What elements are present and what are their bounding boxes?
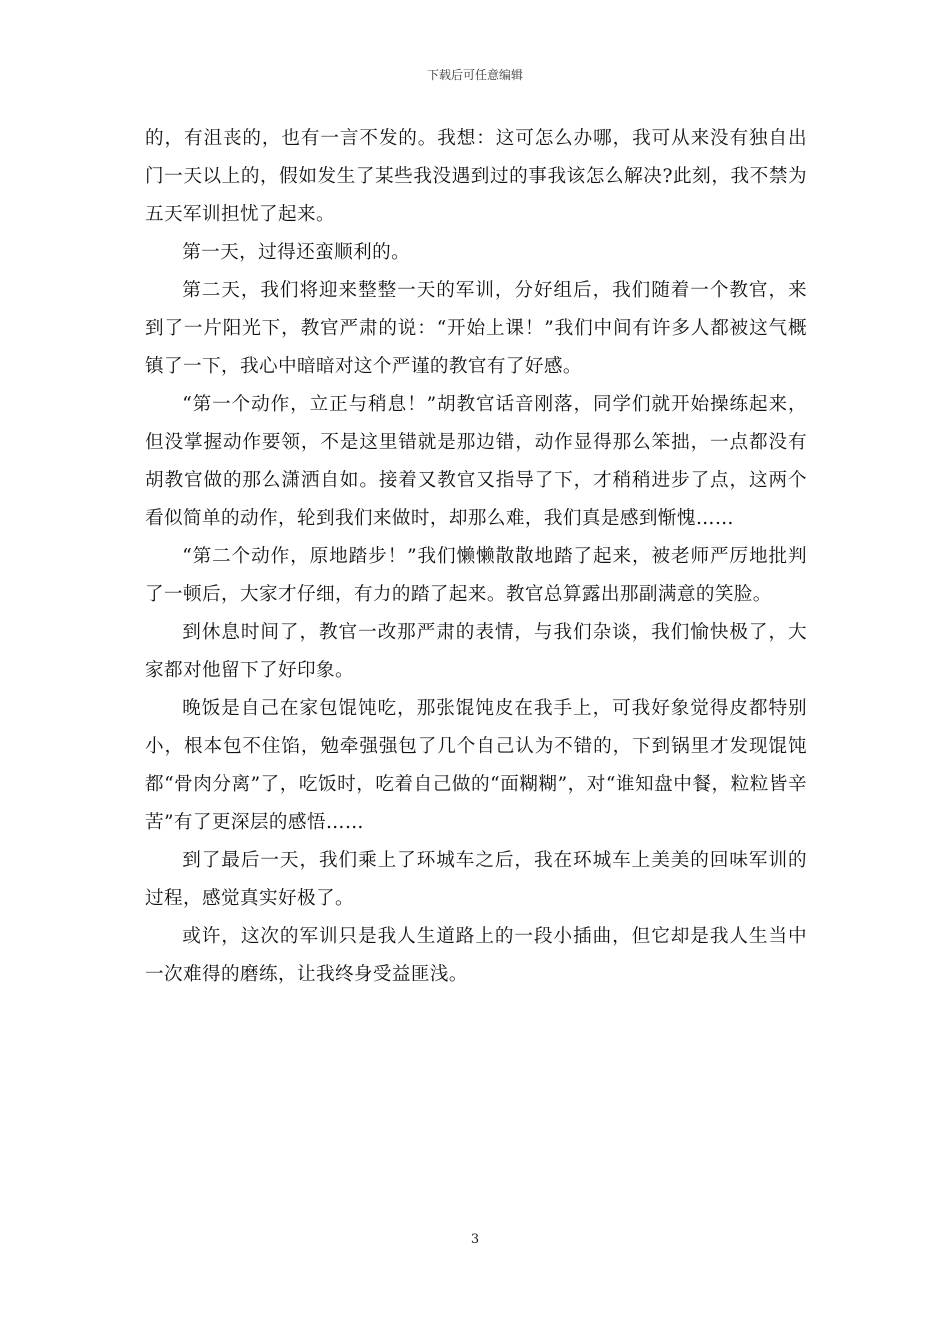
paragraph-continuation: 的，有沮丧的，也有一言不发的。我想：这可怎么办哪，我可从来没有独自出门一天以上的，假如发生了某些我没遇到过的事我该怎么解决?此刻，我不禁为五天军训担忧了起来。 xyxy=(145,128,807,225)
document-body xyxy=(145,120,807,994)
paragraph: 第二天，我们将迎来整整一天的军训，分好组后，我们随着一个教官，来到了一片阳光下，教官严肃的说：“开始上课！”我们中间有许多人都被这气概镇了一下，我心中暗暗对这个严谨的教官有了好感。 xyxy=(145,280,807,377)
paragraph: 晚饭是自己在家包馄饨吃，那张馄饨皮在我手上，可我好象觉得皮都特别小，根本包不住馅，勉牵强强包了几个自己认为不错的，下到锅里才发现馄饨都“骨肉分离”了，吃饭时，吃着自己做的“面糊糊”，对“谁知盘中餐，粒粒皆辛苦”有了更深层的感悟…… xyxy=(145,698,807,833)
page-header: 下载后可任意编辑 xyxy=(426,68,523,82)
paragraph: 到了最后一天，我们乘上了环城车之后，我在环城车上美美的回味军训的过程，感觉真实好极了。 xyxy=(145,850,807,909)
page-number: 3 xyxy=(470,1232,480,1247)
paragraph: “第一个动作，立正与稍息！”胡教官话音刚落，同学们就开始操练起来，但没掌握动作要领，不是这里错就是那边错，动作显得那么笨拙，一点都没有胡教官做的那么潇洒自如。接着又教官又指导了下，才稍稍进步了点，这两个看似简单的动作，轮到我们来做时，却那么难，我们真是感到惭愧…… xyxy=(145,394,807,529)
paragraph: 第一天，过得还蛮顺利的。 xyxy=(182,242,411,263)
paragraph: 或许，这次的军训只是我人生道路上的一段小插曲，但它却是我人生当中一次难得的磨练，让我终身受益匪浅。 xyxy=(145,926,807,985)
paragraph: 到休息时间了，教官一改那严肃的表情，与我们杂谈，我们愉快极了，大家都对他留下了好印象。 xyxy=(145,622,807,681)
paragraph: “第二个动作，原地踏步！”我们懒懒散散地踏了起来，被老师严厉地批判了一顿后，大家才仔细，有力的踏了起来。教官总算露出那副满意的笑脸。 xyxy=(145,546,807,605)
